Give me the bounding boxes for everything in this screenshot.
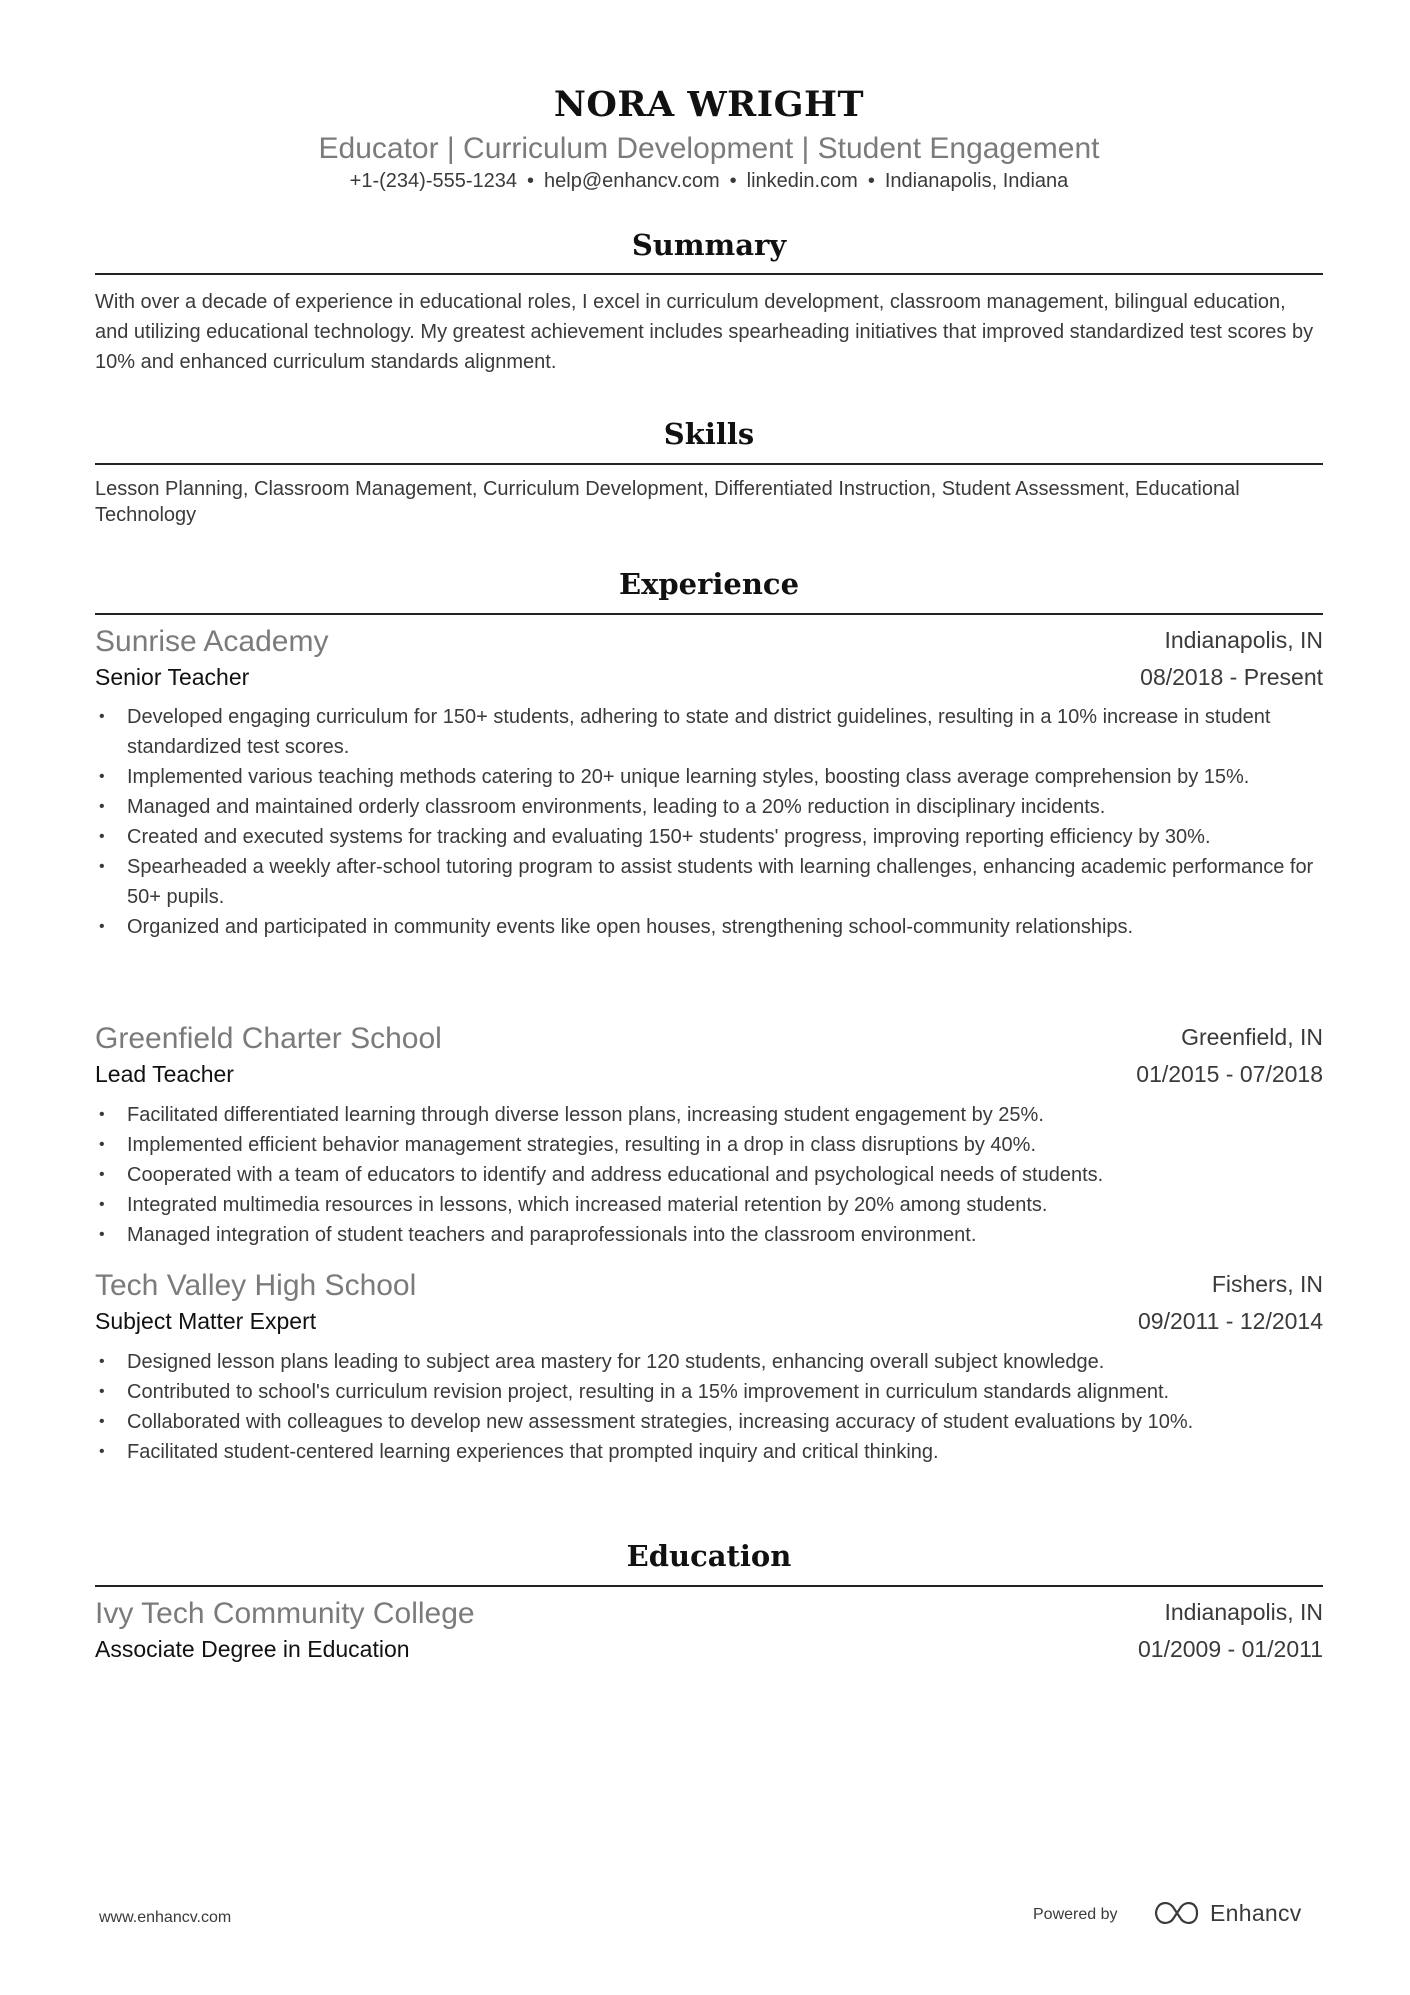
- bullet-icon: •: [99, 1226, 105, 1243]
- bullet-separator: •: [867, 170, 875, 192]
- list-item: • Managed integration of student teachers and paraprofessionals into the classroom environment.: [95, 1220, 1323, 1250]
- job-company: Greenfield Charter School: [95, 1022, 442, 1055]
- list-item: • Created and executed systems for tracking and evaluating 150+ students' progress, improving reporting efficiency by 30%.: [95, 822, 1323, 852]
- education-location: Indianapolis, IN: [1164, 1599, 1323, 1625]
- job-location: Greenfield, IN: [1181, 1024, 1323, 1050]
- headline: Educator | Curriculum Development | Student Engagement: [318, 132, 1100, 165]
- job-bullets: [95, 1100, 1323, 1250]
- section-divider: [95, 1585, 1323, 1587]
- contact-phone[interactable]: +1-(234)-555-1234: [349, 170, 518, 192]
- bullet-icon: •: [99, 768, 105, 785]
- list-item: • Contributed to school's curriculum revision project, resulting in a 15% improvement in curriculum standards alignment.: [95, 1377, 1323, 1407]
- experience-heading: Experience: [618, 567, 800, 601]
- skills-text: Lesson Planning, Classroom Management, Curriculum Development, Differentiated Instruction, Student Assessment, Educational Technology: [95, 478, 1240, 526]
- bullet-icon: •: [99, 828, 105, 845]
- bullet-icon: •: [99, 918, 105, 935]
- contact-location: Indianapolis, Indiana: [884, 170, 1069, 192]
- list-item: • Implemented efficient behavior management strategies, resulting in a drop in class disruptions by 40%.: [95, 1130, 1323, 1160]
- summary-text: With over a decade of experience in educational roles, I excel in curriculum development, classroom management, bilingual education, and utilizing educational technology. My greatest achievement includes spearheading initiatives that improved standardized test scores by 10% and enhanced curriculum standards alignment.: [95, 291, 1314, 373]
- list-item: • Organized and participated in community events like open houses, strengthening school-community relationships.: [95, 912, 1323, 942]
- contact-email[interactable]: help@enhancv.com: [544, 170, 720, 192]
- list-item: • Designed lesson plans leading to subject area mastery for 120 students, enhancing overall subject knowledge.: [95, 1347, 1323, 1377]
- bullet-separator: •: [527, 170, 535, 192]
- list-item: • Cooperated with a team of educators to identify and address educational and psychological needs of students.: [95, 1160, 1323, 1190]
- education-dates: 01/2009 - 01/2011: [1137, 1636, 1323, 1662]
- list-item: • Spearheaded a weekly after-school tutoring program to assist students with learning challenges, enhancing academic performance for 50+ pupils.: [95, 852, 1323, 912]
- bullet-icon: •: [99, 798, 105, 815]
- list-item: • Facilitated student-centered learning experiences that prompted inquiry and critical thinking.: [95, 1437, 1323, 1467]
- summary-heading: Summary: [631, 228, 787, 262]
- education-heading: Education: [626, 1539, 792, 1573]
- bullet-icon: •: [99, 858, 105, 875]
- education-school: Ivy Tech Community College: [95, 1597, 475, 1630]
- list-item: • Collaborated with colleagues to develop new assessment strategies, increasing accuracy of student evaluations by 10%.: [95, 1407, 1323, 1437]
- bullet-icon: •: [99, 1383, 105, 1400]
- job-dates: 09/2011 - 12/2014: [1137, 1308, 1323, 1334]
- enhancv-logo-icon: [1151, 1897, 1201, 1929]
- footer-url-link[interactable]: www.enhancv.com: [99, 1909, 232, 1926]
- bullet-icon: •: [99, 708, 105, 725]
- job-bullets: [95, 702, 1323, 942]
- candidate-name: NORA WRIGHT: [553, 84, 865, 125]
- bullet-icon: •: [99, 1166, 105, 1183]
- bullet-icon: •: [99, 1196, 105, 1213]
- section-divider: [95, 463, 1323, 465]
- list-item: • Managed and maintained orderly classroom environments, leading to a 20% reduction in disciplinary incidents.: [95, 792, 1323, 822]
- job-location: Indianapolis, IN: [1164, 627, 1323, 653]
- bullet-icon: •: [99, 1413, 105, 1430]
- bullet-icon: •: [99, 1353, 105, 1370]
- job-dates: 08/2018 - Present: [1140, 664, 1323, 690]
- bullet-icon: •: [99, 1443, 105, 1460]
- footer-powered-by: Powered by: [1033, 1906, 1118, 1923]
- bullet-icon: •: [99, 1136, 105, 1153]
- education-degree: Associate Degree in Education: [95, 1636, 410, 1662]
- contact-line: [95, 170, 1323, 193]
- job-role: Lead Teacher: [95, 1061, 234, 1087]
- job-company: Sunrise Academy: [95, 625, 329, 658]
- bullet-separator: •: [729, 170, 737, 192]
- footer-brand[interactable]: Enhancv: [1210, 1900, 1302, 1926]
- job-role: Subject Matter Expert: [95, 1308, 317, 1334]
- job-bullets: [95, 1347, 1323, 1467]
- skills-heading: Skills: [663, 417, 755, 451]
- job-role: Senior Teacher: [95, 664, 250, 690]
- section-divider: [95, 273, 1323, 275]
- job-dates: 01/2015 - 07/2018: [1136, 1061, 1323, 1087]
- section-divider: [95, 613, 1323, 615]
- bullet-icon: •: [99, 1106, 105, 1123]
- contact-linkedin[interactable]: linkedin.com: [746, 170, 858, 192]
- list-item: • Implemented various teaching methods catering to 20+ unique learning styles, boosting class average comprehension by 15%.: [95, 762, 1323, 792]
- list-item: • Integrated multimedia resources in lessons, which increased material retention by 20% among students.: [95, 1190, 1323, 1220]
- list-item: • Developed engaging curriculum for 150+ students, adhering to state and district guidelines, resulting in a 10% increase in student standardized test scores.: [95, 702, 1323, 762]
- list-item: • Facilitated differentiated learning through diverse lesson plans, increasing student engagement by 25%.: [95, 1100, 1323, 1130]
- job-company: Tech Valley High School: [95, 1269, 417, 1302]
- job-location: Fishers, IN: [1211, 1271, 1323, 1297]
